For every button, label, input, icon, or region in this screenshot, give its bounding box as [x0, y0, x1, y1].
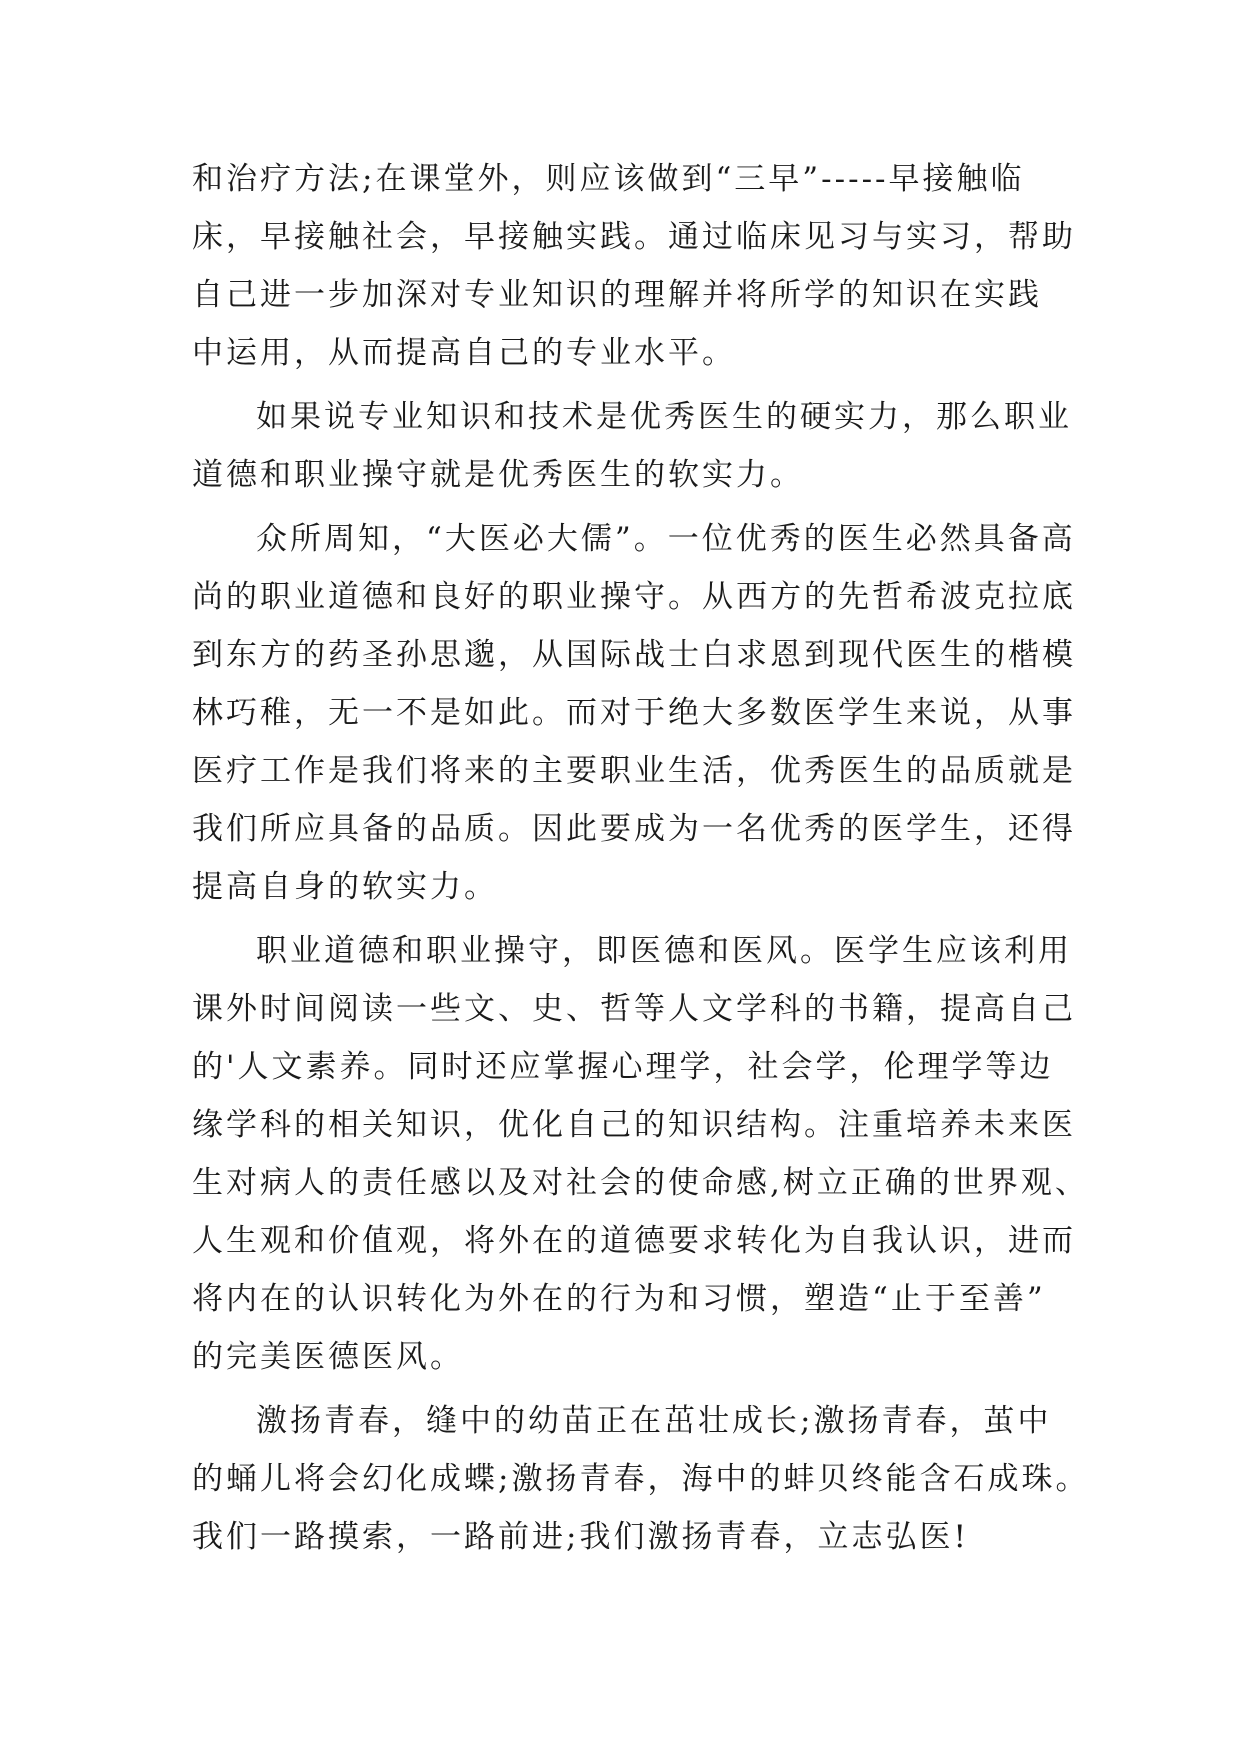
- text-line: 缘学科的相关知识，优化自己的知识结构。注重培养未来医: [192, 1107, 1076, 1143]
- text-line: 医疗工作是我们将来的主要职业生活，优秀医生的品质就是: [192, 753, 1076, 789]
- text-line: 课外时间阅读一些文、史、哲等人文学科的书籍，提高自己: [192, 991, 1076, 1027]
- paragraph-1: [192, 150, 1076, 382]
- text-line: 人生观和价值观，将外在的道德要求转化为自我认识，进而: [192, 1223, 1076, 1259]
- text-line: 的完美医德医风。: [192, 1339, 464, 1375]
- text-line: 的'人文素养。同时还应掌握心理学，社会学，伦理学等边: [192, 1049, 1054, 1085]
- text-line: 众所周知，“大医必大儒”。一位优秀的医生必然具备高: [256, 521, 1076, 557]
- paragraph-2: [192, 388, 1072, 504]
- text-line: 我们一路摸索，一路前进;我们激扬青春，立志弘医!: [192, 1519, 969, 1555]
- text-line: 如果说专业知识和技术是优秀医生的硬实力，那么职业: [256, 399, 1072, 435]
- text-line: 道德和职业操守就是优秀医生的软实力。: [192, 457, 804, 493]
- text-line: 激扬青春，缝中的幼苗正在茁壮成长;激扬青春，茧中: [256, 1403, 1052, 1439]
- paragraph-5: [192, 1392, 1090, 1566]
- text-line: 职业道德和职业操守，即医德和医风。医学生应该利用: [256, 933, 1072, 969]
- document-body: [192, 150, 1090, 1566]
- text-line: 提高自身的软实力。: [192, 869, 498, 905]
- text-line: 自己进一步加深对专业知识的理解并将所学的知识在实践: [192, 277, 1042, 313]
- text-line: 将内在的认识转化为外在的行为和习惯，塑造“止于至善”: [192, 1281, 1046, 1317]
- text-line: 床，早接触社会，早接触实践。通过临床见习与实习，帮助: [192, 219, 1076, 255]
- text-line: 的蛹儿将会幻化成蝶;激扬青春，海中的蚌贝终能含石成珠。: [192, 1461, 1090, 1497]
- text-line: 中运用，从而提高自己的专业水平。: [192, 335, 736, 371]
- text-line: 尚的职业道德和良好的职业操守。从西方的先哲希波克拉底: [192, 579, 1076, 615]
- text-line: 我们所应具备的品质。因此要成为一名优秀的医学生，还得: [192, 811, 1076, 847]
- text-line: 生对病人的责任感以及对社会的使命感,树立正确的世界观、: [192, 1165, 1089, 1201]
- text-line: 和治疗方法;在课堂外，则应该做到“三早”-----早接触临: [192, 161, 1025, 197]
- text-line: 到东方的药圣孙思邈，从国际战士白求恩到现代医生的楷模: [192, 637, 1076, 673]
- paragraph-3: [192, 510, 1076, 916]
- paragraph-4: [192, 922, 1089, 1386]
- text-line: 林巧稚，无一不是如此。而对于绝大多数医学生来说，从事: [192, 695, 1076, 731]
